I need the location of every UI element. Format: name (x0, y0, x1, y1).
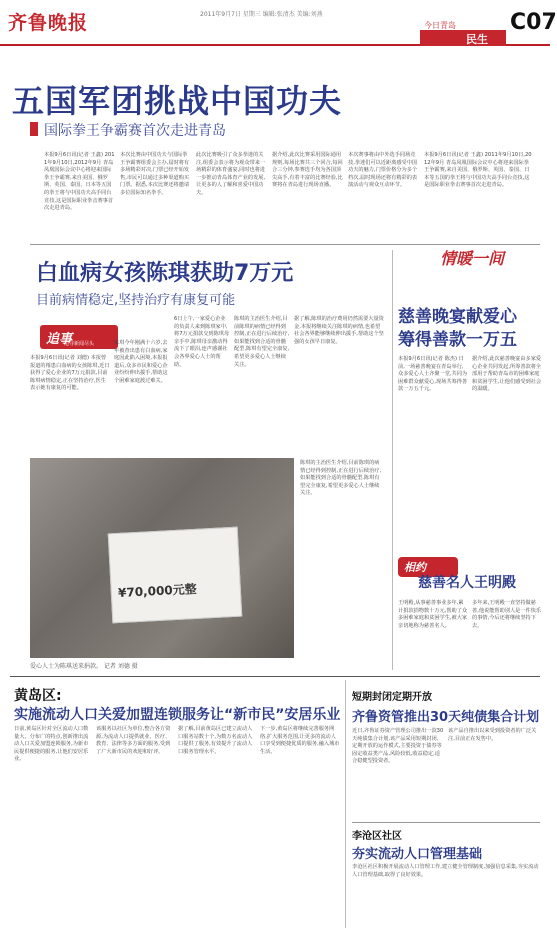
photo-caption: 爱心人士为陈琪送来捐款。 记者 刘德 摄 (30, 663, 138, 670)
page-number: C07 (510, 10, 557, 35)
story4-headline: 慈善名人王明殿 (418, 575, 516, 591)
story6-headline-line1: 短期封闭定期开放 (352, 692, 432, 703)
today-label: 今日青岛 (424, 21, 456, 30)
story5-column: 据了解,目前黄岛区已建立流动人口服务站数十个,为数万名流动人口提供了服务,有效提升了流动人口服务管理水平。 (178, 726, 253, 755)
story5-column: 日前,黄岛区针对全区流动人口数量大、分布广的特点,创新推出流动人口关爱加盟连锁服务,为新市民提供便捷的服务,让他们安居乐业。 (14, 726, 89, 763)
subtitle-marker (30, 122, 38, 136)
donation-board-text: ¥70,000元整 (117, 581, 198, 601)
zhuishi-tag-label: 追事 (46, 332, 73, 347)
divider (352, 822, 540, 823)
qingnuan-logo-text: 情暖一间 (440, 249, 505, 268)
column-rule (345, 680, 346, 928)
story2-column: 6日上午,一家爱心企业的负责人来到陈琪家中,将7万元捐款交到陈琪母亲手中,陈琪母亲激动得流下了眼泪,连声感谢社会各界爱心人士的帮助。 (174, 316, 230, 368)
story7-headline-line1: 李沧区社区 (352, 831, 402, 842)
story1-column: 此次比赛吸引了众多拳迷的关注,组委会表示将为观众带来一场精彩的体育盛宴,同时也将进一步推动青岛体育产业的发展,让更多的人了解和喜爱中国功夫。 (196, 152, 266, 196)
story1-subtitle: 国际拳王争霸赛首次走进青岛 (44, 123, 226, 139)
story5-headline-line1: 黄岛区: (14, 688, 62, 704)
story2-headline: 白血病女孩陈琪获助7万元 (36, 261, 294, 286)
story1-column: 本次比赛由中国功夫与国际拳王争霸赛组委会主办,届时将有多场精彩对决,门票已经开始发售,市民可以通过多种渠道购买门票。据悉,本次比赛还将邀请多位国际知名拳手。 (120, 152, 190, 196)
divider (10, 676, 540, 677)
story3-column: 本报9月6日讯(记者 陈杰) 日前,一场慈善晚宴在青岛举行,众多爱心人士齐聚一堂,共同为困难群众献爱心,现场共筹得善款一万五千元。 (398, 356, 468, 393)
newspaper-logo: 齐鲁晚报 (8, 12, 89, 34)
story2-subtitle: 目前病情稳定,坚持治疗有康复可能 (36, 293, 236, 308)
story3-headline-line2: 筹得善款一万五 (398, 330, 517, 350)
xiangyue-tag-label: 相约 (404, 561, 426, 574)
section-label: 民生 (466, 33, 488, 46)
donation-board (108, 527, 243, 624)
story2-column: 陈琪的主治医生介绍,目前陈琪的病情已经得到控制,正在进行后续治疗,如果能找到合适的骨髓配型,陈琪有望完全康复,希望更多爱心人士继续关注。 (300, 460, 382, 497)
story4-column: 王明殿,从事慈善事业多年,累计捐款捐物数十万元,帮助了众多困难家庭和贫困学生,被大家亲切地称为慈善名人。 (398, 600, 468, 629)
story5-column: 下一步,黄岛区将继续完善服务网络,扩大服务范围,让更多的流动人口享受到便捷优质的服务,融入城市生活。 (260, 726, 340, 755)
story4-column: 多年来,王明殿一直坚持做慈善,他说能帮助别人是一件快乐的事情,今后还将继续坚持下去。 (472, 600, 542, 629)
story3-headline-line1: 慈善晚宴献爱心 (398, 307, 517, 327)
story1-column: 本次赛事将由中外选手同场竞技,拳迷们可以近距离感受中国功夫的魅力,门票价格分为多个档次,届时现场还将有精彩的表演活动与观众互动环节。 (348, 152, 418, 189)
zhuishi-tag-sub: 追寻新闻尽头 (64, 341, 95, 347)
story6-column: 该产品自推出以来受到投资者的广泛关注,目前正在发售中。 (448, 728, 537, 742)
story5-headline-line2: 实施流动人口关爱加盟连锁服务让“新市民”安居乐业 (14, 707, 341, 723)
story7-column: 李沧区社区积极开展流动人口管理工作,建立健全管理制度,加强信息采集,夯实流动人口管理基础,取得了良好效果。 (352, 864, 539, 878)
dateline: 2011年9月7日 星期三 编辑:张清杰 美编:刘燕 (200, 11, 323, 18)
story1-column: 本报9月6日讯(记者 王鑫) 2011年9月10日,2012年9月 青岛凤凰国际会议中心将迎来国际拳王争霸赛,来自美国、俄罗斯、英国、泰国、日本等五国的拳王将与中国功夫高手同台竞技,这是国际职业拳击赛事首次走进青岛。 (44, 152, 115, 212)
story1-column: 据介绍,此次比赛采用国际通用规则,每场比赛共三个回合,每回合三分钟,参赛选手均为各国顶尖高手,有着丰富的比赛经验,比赛将在青岛进行现场直播。 (272, 152, 343, 189)
story2-column: 据了解,陈琪的治疗费用仍然需要大量资金,本报将继续关注陈琪的病情,也希望社会各界能够继续伸出援手,帮助这个坚强的女孩早日康复。 (294, 316, 384, 345)
story1-headline: 五国军团挑战中国功夫 (12, 82, 343, 120)
story6-headline-line2: 齐鲁资管推出30天纯债集合计划 (352, 710, 540, 725)
section-bar (420, 30, 506, 46)
story2-column: 陈琪今年刚满十六岁,去年被查出患有白血病,家庭因此陷入困境,本报报道后,众多市民和爱心企业纷纷伸出援手,帮助这个困难家庭渡过难关。 (114, 340, 168, 384)
story6-column: 近日,齐鲁证券资产管理公司推出一款30天纯债集合计划,该产品采用短期封闭、定期开放的运作模式,主要投资于债券等固定收益类产品,风险较低,收益稳定,适合稳健型投资者。 (352, 728, 444, 765)
story2-column: 本报9月6日讯(记者 刘德) 本报曾报道的罹患白血病的女孩陈琪,近日获得了爱心企业的7万元捐款,目前陈琪病情稳定,正在坚持治疗,医生表示她有康复的可能。 (30, 355, 110, 392)
story5-column: 该服务以社区为单位,整合各方资源,为流动人口提供就业、医疗、教育、法律等多方面的服务,受到了广大新市民的欢迎和好评。 (96, 726, 171, 755)
story7-headline-line2: 夯实流动人口管理基础 (352, 847, 483, 862)
story3-column: 据介绍,此次慈善晚宴由多家爱心企业共同发起,所筹善款将全部用于帮助青岛市的困难家庭和贫困学生,让他们感受到社会的温暖。 (472, 356, 542, 393)
column-rule (392, 250, 393, 670)
story1-column: 本报9月6日讯(记者 王鑫) 2011年9月10日,2012年9月 青岛凤凰国际会议中心将迎来国际拳王争霸赛,来自美国、俄罗斯、英国、泰国、日本等五国的拳王将与中国功夫高手同台竞技,这是国际职业拳击赛事首次走进青岛。 (424, 152, 532, 189)
story2-column: 陈琪的主治医生介绍,目前陈琪的病情已经得到控制,正在进行后续治疗,如果能找到合适的骨髓配型,陈琪有望完全康复,希望更多爱心人士继续关注。 (234, 316, 290, 368)
